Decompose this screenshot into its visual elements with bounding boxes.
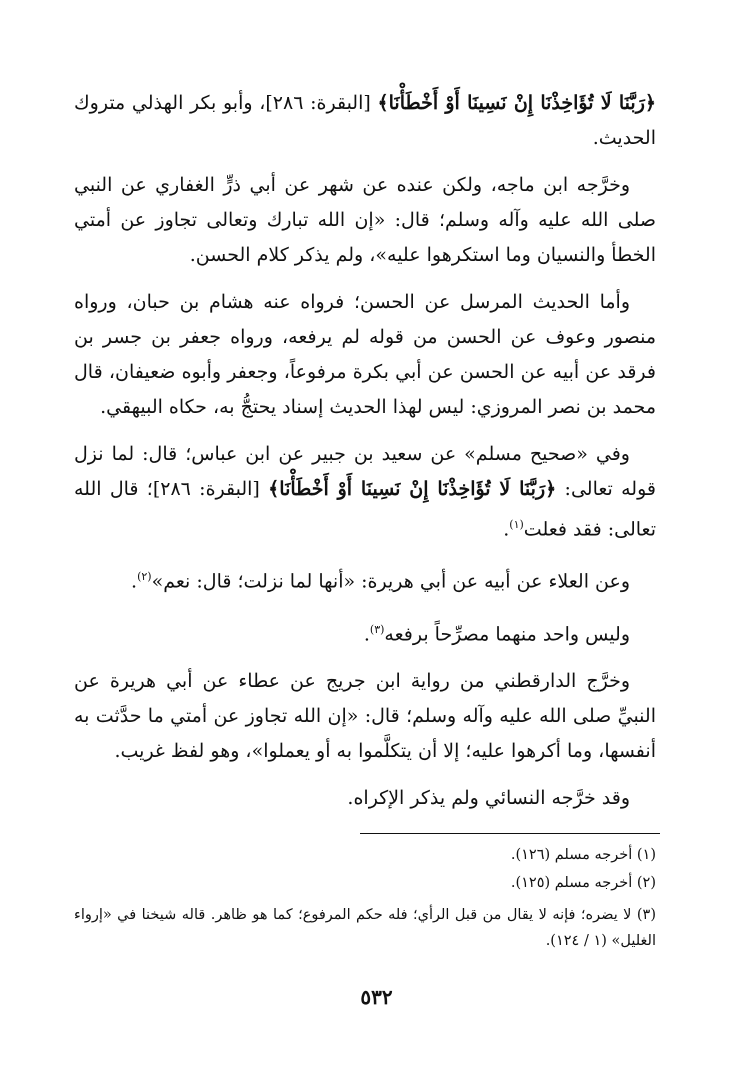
paragraph-end: . xyxy=(503,518,510,541)
paragraph-text: وخرَّجه ابن ماجه، ولكن عنده عن شهر عن أبي ذرٍّ الغفاري عن النبي صلى الله عليه وآله وسلم؛ قال: «إن الله تبارك وتعالى تجاوز عن أمتي الخطأ والنسيان وما استكرهوا عليه»، ولم يذكر كلام الحسن. xyxy=(74,174,656,266)
footnote-1: (١) أخرجه مسلم (١٢٦). xyxy=(510,847,656,863)
paragraph-end: . xyxy=(363,622,370,645)
footnote-ref: (١) xyxy=(509,518,524,531)
paragraph-2 xyxy=(74,168,656,273)
paragraph-text: وخرَّج الدارقطني من رواية ابن جريج عن عطاء عن أبي هريرة عن النبيِّ صلى الله عليه وآله وسلم؛ قال: «إن الله تجاوز عن أمتي ما حدَّثت به أنفسها، وما أكرهوا عليه؛ إلا أن يتكلَّموا به أو يعملوا»، وهو لفظ غريب. xyxy=(74,669,656,762)
paragraph-end: . xyxy=(131,570,138,593)
paragraph-text: وفي «صحيح مسلم» عن سعيد بن جبير عن ابن عباس؛ قال: لما نزل قوله تعالى: xyxy=(74,443,656,500)
paragraph-text: وقد خرَّجه النسائي ولم يذكر الإكراه. xyxy=(347,786,630,809)
paragraph-text: وأما الحديث المرسل عن الحسن؛ فرواه عنه هشام بن حبان، ورواه منصور وعوف عن الحسن من قوله لم يرفعه، ورواه جعفر بن جسر بن فرقد عن أبيه عن الحسن عن أبي بكرة مرفوعاً، وجعفر وأبوه ضعيفان، قال محمد بن نصر المروزي: ليس لهذا الحديث إسناد يحتجُّ به، حكاه البيهقي. xyxy=(74,291,656,418)
paragraph-5 xyxy=(74,559,656,599)
footnote-3: (٣) لا يضره؛ فإنه لا يقال من قبل الرأي؛ فله حكم المرفوع؛ كما هو ظاهر. قاله شيخنا في «إرواء الغليل» (١ / ١٢٤). xyxy=(74,907,656,949)
paragraph-3 xyxy=(74,285,656,425)
paragraph-6 xyxy=(74,612,656,652)
quran-verse: ﴿رَبَّنَا لَا تُؤَاخِذْنَا إِنْ نَسِينَا أَوْ أَخْطَأْنَا﴾ xyxy=(377,92,657,114)
paragraph-8 xyxy=(74,781,656,816)
footnote-2: (٢) أخرجه مسلم (١٢٥). xyxy=(510,875,656,891)
paragraph-text: وعن العلاء عن أبيه عن أبي هريرة: «أنها لما نزلت؛ قال: نعم» xyxy=(151,570,630,593)
paragraph-text: [البقرة: ٢٨٦]؛ قال الله تعالى: فقد فعلت xyxy=(74,478,656,541)
quran-verse: ﴿رَبَّنَا لَا تُؤَاخِذْنَا إِنْ نَسِينَا أَوْ أَخْطَأْنَا﴾ xyxy=(268,478,557,500)
paragraph-7 xyxy=(74,664,656,769)
paragraph-1 xyxy=(74,86,656,156)
main-text xyxy=(74,86,656,828)
paragraph-4 xyxy=(74,437,656,547)
page-number: ٥٣٢ xyxy=(360,985,393,1009)
footnote-ref: (٢) xyxy=(137,570,152,584)
footnote-divider xyxy=(360,833,660,834)
paragraph-text: وليس واحد منهما مصرِّحاً برفعه xyxy=(384,622,630,645)
footnote-ref: (٣) xyxy=(369,622,385,636)
paragraph-text: [البقرة: ٢٨٦]، وأبو بكر الهذلي متروك الحديث. xyxy=(74,92,656,149)
